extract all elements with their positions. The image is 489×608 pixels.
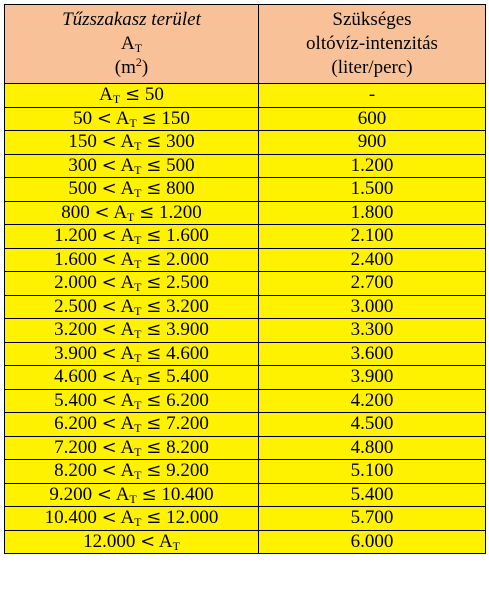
table-row (5, 460, 486, 484)
range-upper-operator: ≤ (146, 225, 162, 247)
range-upper-operator: ≤ (124, 84, 141, 106)
range-symbol-subscript: T (134, 444, 142, 459)
range-upper-operator: ≤ (146, 319, 162, 341)
range-upper-operator: ≤ (146, 342, 162, 364)
table-row (5, 154, 486, 178)
table-row (5, 483, 486, 507)
range-symbol-letter: A (120, 460, 135, 482)
range-lower-bound: 2.500 (54, 295, 97, 317)
area-header-symbol (5, 32, 258, 56)
range-lower-bound: 4.600 (54, 366, 97, 388)
range-upper-bound: 9.200 (166, 460, 209, 482)
table-row (5, 84, 486, 108)
area-unit-open: (m (114, 57, 136, 78)
range-upper-operator: ≤ (141, 107, 157, 129)
water-intensity-value-cell: 5.100 (259, 460, 486, 484)
table-header (5, 5, 486, 84)
range-upper-bound: 12.000 (166, 507, 219, 529)
range-lower-bound: 150 (68, 131, 97, 153)
water-intensity-value-cell: 6.000 (259, 530, 486, 554)
range-symbol-letter: A (120, 319, 135, 341)
range-upper-bound: 6.200 (166, 389, 209, 411)
area-range-cell (5, 342, 259, 366)
range-lower-bound: 1.600 (54, 248, 97, 270)
water-intensity-value-cell: 1.500 (259, 178, 486, 202)
range-upper-bound: 3.900 (166, 319, 209, 341)
range-upper-operator: ≤ (146, 507, 162, 529)
range-upper-operator: ≤ (146, 413, 162, 435)
range-symbol-letter: A (120, 295, 135, 317)
range-symbol-subscript: T (129, 491, 137, 506)
range-lower-operator: < (101, 507, 117, 529)
range-upper-bound: 5.400 (166, 366, 209, 388)
range-upper-bound: 8.200 (166, 436, 209, 458)
water-intensity-value-cell: 4.500 (259, 413, 486, 437)
range-upper-bound: 1.200 (158, 201, 202, 223)
range-upper-bound: 800 (166, 178, 195, 200)
area-range-cell (5, 530, 259, 554)
range-lower-bound: 3.200 (54, 319, 97, 341)
range-symbol-letter: A (115, 483, 130, 505)
range-lower-operator: < (101, 436, 117, 458)
water-header-line3: (liter/perc) (331, 57, 413, 78)
range-lower-bound: 7.200 (54, 436, 97, 458)
range-lower-bound: 10.400 (44, 507, 97, 529)
range-symbol-subscript: T (134, 397, 142, 412)
range-symbol-letter: A (115, 107, 130, 129)
area-range-cell (5, 436, 259, 460)
area-range-cell (5, 507, 259, 531)
range-symbol-letter: A (120, 342, 135, 364)
range-upper-bound: 3.200 (166, 295, 209, 317)
range-lower-operator: < (101, 154, 117, 176)
range-lower-operator: < (101, 295, 117, 317)
range-symbol-letter: A (120, 272, 135, 294)
range-upper-operator: ≤ (146, 131, 162, 153)
table-row (5, 225, 486, 249)
area-header-unit (5, 56, 258, 80)
range-upper-operator: ≤ (146, 154, 162, 176)
range-symbol-letter: A (120, 366, 135, 388)
range-symbol-subscript: T (134, 374, 142, 389)
water-intensity-table (4, 4, 486, 554)
area-range-cell (5, 295, 259, 319)
range-lower-operator: < (101, 389, 117, 411)
range-upper-bound: 150 (161, 107, 190, 129)
water-intensity-value-cell: 600 (259, 107, 486, 131)
column-header-water (259, 5, 486, 84)
water-intensity-table-container (4, 4, 485, 554)
range-upper-operator: ≤ (146, 460, 162, 482)
water-intensity-value-cell: 900 (259, 131, 486, 155)
range-lower-operator: < (140, 530, 156, 552)
water-intensity-value-cell: 2.100 (259, 225, 486, 249)
water-intensity-value-cell: 5.700 (259, 507, 486, 531)
table-body (5, 84, 486, 554)
range-symbol-letter: A (99, 84, 113, 106)
range-symbol-letter: A (120, 413, 135, 435)
range-symbol-subscript: T (112, 92, 121, 107)
table-row (5, 507, 486, 531)
area-range-cell (5, 131, 259, 155)
range-upper-bound: 10.400 (161, 483, 214, 505)
range-symbol-subscript: T (134, 186, 142, 201)
range-symbol-subscript: T (134, 280, 142, 295)
range-symbol-letter: A (120, 178, 135, 200)
range-lower-bound: 300 (68, 154, 97, 176)
column-header-area (5, 5, 259, 84)
range-symbol-subscript: T (134, 421, 142, 436)
range-upper-operator: ≤ (146, 366, 162, 388)
range-lower-operator: < (96, 483, 112, 505)
water-intensity-value-cell: 3.600 (259, 342, 486, 366)
water-header-line2: oltóvíz-intenzitás (306, 33, 438, 54)
water-intensity-value-cell: 1.200 (259, 154, 486, 178)
range-symbol-letter: A (113, 201, 128, 223)
range-lower-operator: < (96, 107, 112, 129)
range-upper-operator: ≤ (146, 248, 162, 270)
area-range-cell (5, 107, 259, 131)
range-upper-operator: ≤ (146, 389, 162, 411)
range-lower-operator: < (101, 460, 117, 482)
range-upper-operator: ≤ (141, 483, 157, 505)
table-row (5, 248, 486, 272)
table-row (5, 413, 486, 437)
range-lower-operator: < (101, 319, 117, 341)
range-symbol-subscript: T (134, 139, 142, 154)
range-symbol-subscript: T (134, 303, 142, 318)
range-lower-operator: < (101, 225, 117, 247)
water-intensity-value-cell: 3.300 (259, 319, 486, 343)
range-symbol-subscript: T (134, 327, 142, 342)
area-range-cell (5, 178, 259, 202)
area-range-cell (5, 201, 259, 225)
range-symbol-letter: A (158, 530, 173, 552)
range-upper-operator: ≤ (146, 272, 162, 294)
range-symbol-letter: A (120, 248, 135, 270)
water-intensity-value-cell: - (259, 84, 486, 108)
area-range-cell (5, 84, 259, 108)
range-lower-bound: 5.400 (54, 389, 97, 411)
table-row (5, 319, 486, 343)
area-range-cell (5, 225, 259, 249)
area-range-cell (5, 483, 259, 507)
area-range-cell (5, 389, 259, 413)
range-lower-operator: < (101, 366, 117, 388)
table-row (5, 530, 486, 554)
range-upper-bound: 7.200 (166, 413, 209, 435)
range-lower-bound: 500 (68, 178, 97, 200)
range-symbol-subscript: T (134, 162, 142, 177)
table-row (5, 107, 486, 131)
range-lower-bound: 12.000 (83, 530, 136, 552)
area-range-cell (5, 319, 259, 343)
water-header-line1: Szükséges (332, 9, 412, 30)
table-row (5, 366, 486, 390)
table-row (5, 178, 486, 202)
range-lower-operator: < (101, 413, 117, 435)
table-row (5, 272, 486, 296)
range-lower-bound: 9.200 (49, 483, 93, 505)
area-range-cell (5, 460, 259, 484)
range-upper-operator: ≤ (146, 295, 162, 317)
area-range-cell (5, 248, 259, 272)
table-row (5, 436, 486, 460)
area-symbol-letter: A (120, 33, 135, 54)
range-symbol-subscript: T (134, 256, 142, 271)
range-lower-operator: < (101, 131, 117, 153)
range-symbol-subscript: T (134, 468, 142, 483)
area-header-title: Tűzszakasz terület (62, 9, 201, 30)
range-upper-bound: 50 (144, 84, 164, 106)
table-row (5, 295, 486, 319)
range-lower-bound: 800 (61, 201, 90, 223)
range-upper-bound: 2.500 (166, 272, 209, 294)
area-symbol-subscript: T (134, 41, 143, 55)
water-intensity-value-cell: 5.400 (259, 483, 486, 507)
water-intensity-value-cell: 4.800 (259, 436, 486, 460)
range-lower-operator: < (94, 201, 110, 223)
area-range-cell (5, 272, 259, 296)
range-upper-operator: ≤ (146, 178, 162, 200)
header-row (5, 5, 486, 84)
range-lower-bound: 8.200 (54, 460, 97, 482)
water-intensity-value-cell: 2.400 (259, 248, 486, 272)
range-upper-bound: 1.600 (166, 225, 209, 247)
range-symbol-letter: A (120, 389, 135, 411)
range-lower-bound: 6.200 (54, 413, 97, 435)
range-symbol-subscript: T (127, 209, 135, 224)
range-symbol-subscript: T (172, 538, 180, 553)
range-lower-operator: < (101, 248, 117, 270)
range-upper-bound: 2.000 (166, 248, 209, 270)
area-range-cell (5, 154, 259, 178)
range-symbol-letter: A (120, 507, 135, 529)
range-lower-bound: 3.900 (54, 342, 97, 364)
range-symbol-subscript: T (129, 115, 137, 130)
range-upper-bound: 500 (166, 154, 195, 176)
range-upper-operator: ≤ (139, 201, 155, 223)
range-symbol-subscript: T (134, 233, 142, 248)
range-symbol-letter: A (120, 225, 135, 247)
range-symbol-letter: A (120, 154, 135, 176)
range-lower-bound: 50 (73, 107, 93, 129)
range-lower-bound: 2.000 (54, 272, 97, 294)
area-range-cell (5, 366, 259, 390)
water-intensity-value-cell: 1.800 (259, 201, 486, 225)
water-intensity-value-cell: 3.000 (259, 295, 486, 319)
area-range-cell (5, 413, 259, 437)
water-intensity-value-cell: 3.900 (259, 366, 486, 390)
range-upper-bound: 4.600 (166, 342, 209, 364)
range-lower-operator: < (101, 272, 117, 294)
range-symbol-letter: A (120, 131, 135, 153)
range-symbol-letter: A (120, 436, 135, 458)
table-row (5, 201, 486, 225)
table-row (5, 389, 486, 413)
table-row (5, 342, 486, 366)
range-symbol-subscript: T (134, 350, 142, 365)
range-lower-operator: < (101, 178, 117, 200)
range-lower-bound: 1.200 (54, 225, 97, 247)
area-unit-superscript: 2 (135, 55, 142, 69)
range-upper-operator: ≤ (146, 436, 162, 458)
water-intensity-value-cell: 2.700 (259, 272, 486, 296)
area-unit-close: ) (141, 57, 149, 78)
range-lower-operator: < (101, 342, 117, 364)
range-symbol-subscript: T (134, 515, 142, 530)
water-intensity-value-cell: 4.200 (259, 389, 486, 413)
range-upper-bound: 300 (166, 131, 195, 153)
table-row (5, 131, 486, 155)
